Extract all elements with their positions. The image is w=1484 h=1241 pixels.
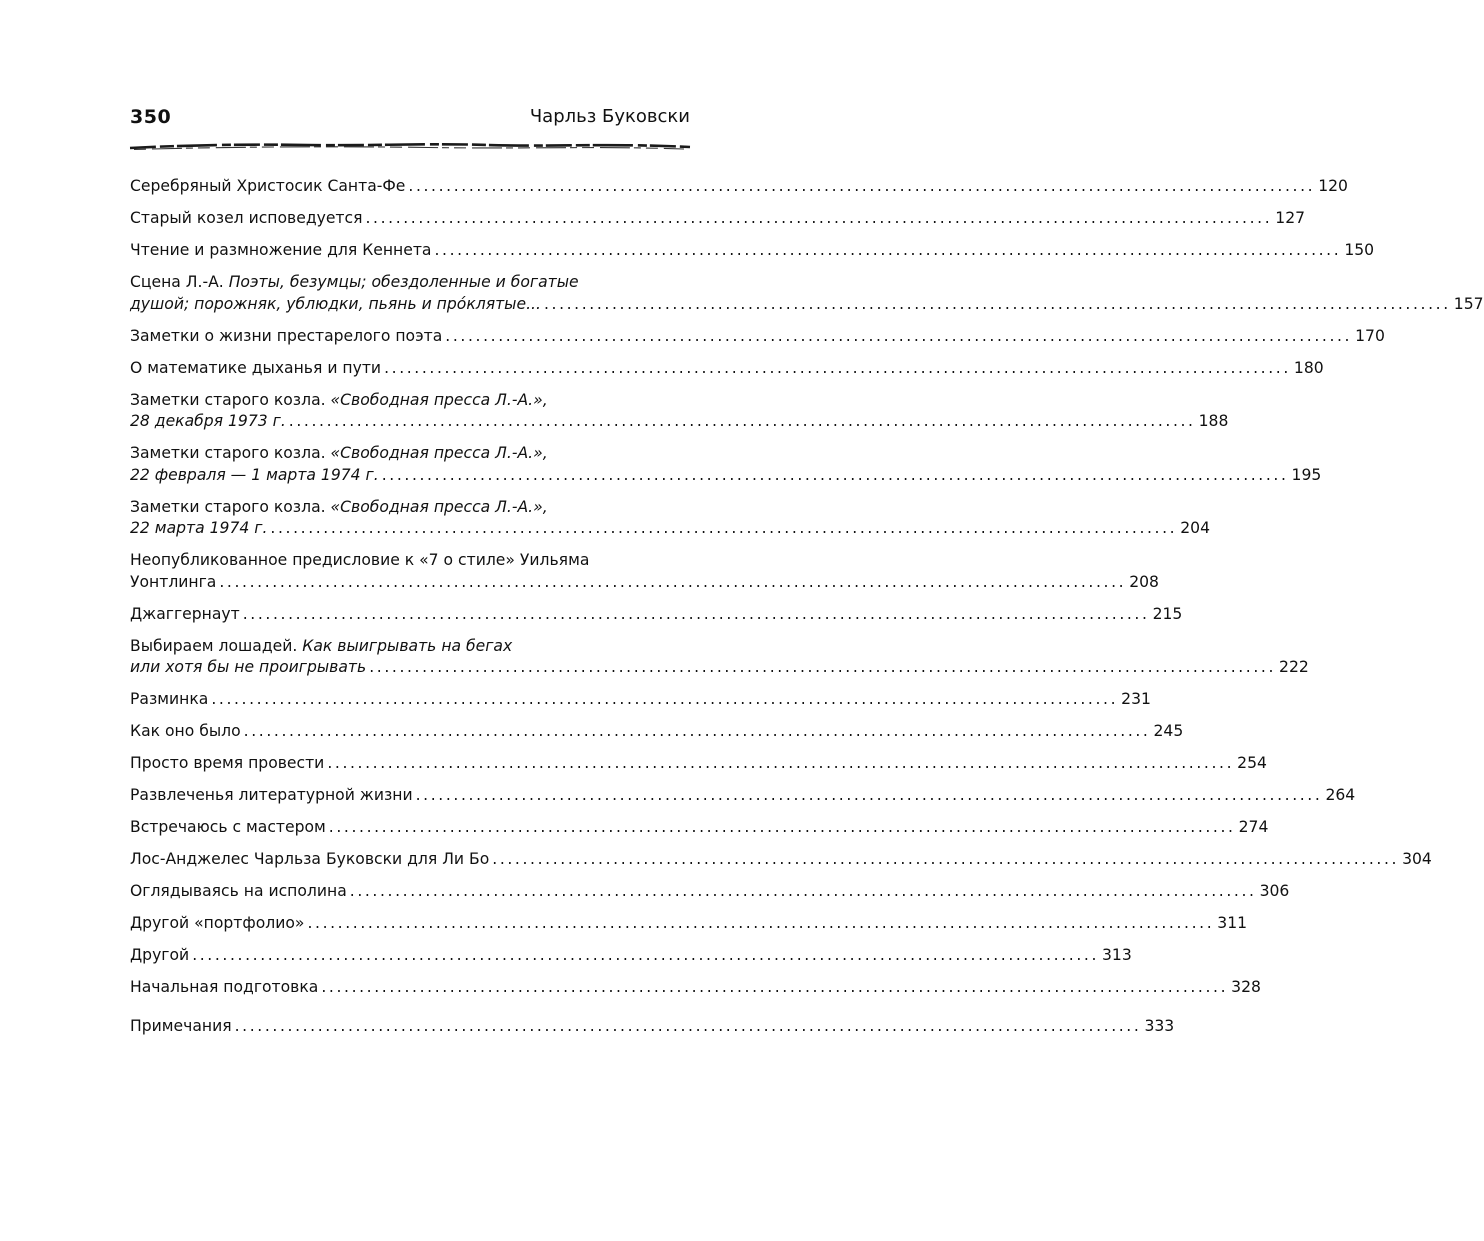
dot-leader: ........................................................................................................................ bbox=[543, 294, 1451, 313]
toc-entry-title bbox=[130, 945, 189, 967]
toc-entry bbox=[130, 817, 1269, 839]
toc-entry-line bbox=[130, 240, 1375, 262]
toc-title-part: Чтение и размножение для Кеннета bbox=[130, 241, 432, 259]
toc-entry bbox=[130, 849, 1432, 871]
toc-title-part: Как оно было bbox=[130, 722, 241, 740]
toc-entry bbox=[130, 753, 1267, 775]
toc-entry bbox=[130, 176, 1348, 198]
toc-entry-title bbox=[130, 518, 267, 540]
toc-title-part: Другой bbox=[130, 946, 190, 964]
toc-page-number: 274 bbox=[1238, 818, 1269, 836]
toc-entry bbox=[130, 1016, 1175, 1038]
toc-entry-title bbox=[130, 390, 548, 412]
toc-title-part: Примечания bbox=[130, 1016, 232, 1035]
toc-page-number: 157 bbox=[1453, 294, 1484, 313]
toc-entry-line bbox=[130, 411, 1229, 433]
toc-entry-line bbox=[130, 390, 690, 412]
toc-title-part: Начальная подготовка bbox=[130, 978, 319, 996]
toc-title-italic-part: Поэты, безумцы; обездоленные и богатые bbox=[228, 273, 579, 291]
toc-entry bbox=[130, 390, 1229, 433]
toc-entry-line bbox=[130, 977, 1261, 999]
dot-leader: ........................................................................................................................ bbox=[415, 786, 1323, 804]
toc-entry-line bbox=[130, 358, 1324, 380]
toc-title-italic-part: «Свободная пресса Л.-А.», bbox=[330, 497, 548, 516]
toc-title-part: Другой «портфолио» bbox=[130, 914, 305, 932]
toc-entry-line bbox=[130, 1016, 1175, 1038]
toc-entry bbox=[130, 358, 1324, 380]
toc-entry-title bbox=[130, 411, 286, 433]
toc-entry-line bbox=[130, 294, 1484, 316]
toc-title-part: Встречаюсь с мастером bbox=[130, 818, 326, 836]
dot-leader: ........................................................................................................................ bbox=[328, 818, 1236, 836]
toc-entry bbox=[130, 326, 1385, 348]
toc-entry-line bbox=[130, 604, 1183, 626]
toc-entry bbox=[130, 240, 1375, 262]
toc-entry-line bbox=[130, 817, 1269, 839]
page-number: 350 bbox=[130, 106, 172, 128]
toc-page-number: 311 bbox=[1217, 914, 1248, 932]
table-of-contents bbox=[130, 176, 1484, 1048]
toc-entry-line bbox=[130, 465, 1322, 487]
toc-entry-title bbox=[130, 550, 589, 572]
toc-entry-line bbox=[130, 272, 690, 294]
toc-page-number: 195 bbox=[1291, 465, 1322, 484]
toc-title-part: Заметки старого козла. bbox=[130, 444, 331, 462]
dot-leader: ........................................................................................................................ bbox=[243, 722, 1151, 740]
toc-title-part: Выбираем лошадей. bbox=[130, 636, 303, 655]
toc-entry-line bbox=[130, 849, 1432, 871]
dot-leader: ........................................................................................................................ bbox=[192, 946, 1100, 964]
toc-entry-title bbox=[130, 272, 579, 294]
toc-entry-title bbox=[130, 1016, 232, 1038]
toc-entry-title bbox=[130, 465, 379, 487]
toc-entry-title bbox=[130, 176, 405, 198]
dot-leader: ........................................................................................................................ bbox=[492, 850, 1400, 868]
toc-entry-line bbox=[130, 326, 1385, 348]
dot-leader: ........................................................................................................................ bbox=[445, 326, 1353, 345]
toc-title-part: Просто время провести bbox=[130, 754, 325, 772]
dot-leader: ........................................................................................................................ bbox=[321, 978, 1229, 996]
dot-leader: ........................................................................................................................ bbox=[307, 914, 1215, 932]
toc-title-italic-part: «Свободная пресса Л.-А.», bbox=[330, 444, 548, 462]
dot-leader: ........................................................................................................................ bbox=[211, 690, 1119, 708]
dot-leader: ........................................................................................................................ bbox=[288, 412, 1196, 430]
toc-page-number: 245 bbox=[1153, 722, 1184, 740]
toc-entry-line bbox=[130, 176, 1348, 198]
toc-title-part: Заметки старого козла. bbox=[130, 497, 331, 516]
toc-entry-line bbox=[130, 913, 1248, 935]
toc-entry bbox=[130, 945, 1132, 967]
toc-title-italic-part: 22 февраля — 1 марта 1974 г. bbox=[130, 465, 379, 484]
toc-page-number: 222 bbox=[1279, 658, 1309, 676]
toc-title-part: Серебряный Христосик Санта-Фе bbox=[130, 177, 406, 195]
toc-page-number: 150 bbox=[1344, 241, 1375, 259]
toc-entry bbox=[130, 689, 1151, 711]
toc-entry-line bbox=[130, 497, 690, 519]
toc-title-part: Уонтлинга bbox=[130, 572, 217, 591]
dot-leader: ........................................................................................................................ bbox=[434, 241, 1342, 259]
toc-entry-line bbox=[130, 753, 1267, 775]
toc-title-italic-part: душой; порожняк, ублюдки, пьянь и про́клятые... bbox=[130, 294, 541, 313]
toc-entry-title bbox=[130, 604, 240, 626]
dot-leader: ........................................................................................................................ bbox=[369, 658, 1277, 676]
toc-entry-title bbox=[130, 977, 318, 999]
toc-entry bbox=[130, 497, 1210, 540]
dot-leader: ........................................................................................................................ bbox=[349, 882, 1257, 900]
toc-entry-line bbox=[130, 636, 690, 658]
toc-title-part: Оглядываясь на исполина bbox=[130, 882, 347, 900]
toc-title-part: Джаггернаут bbox=[130, 604, 240, 623]
toc-page-number: 180 bbox=[1293, 358, 1324, 377]
toc-entry bbox=[130, 272, 1484, 315]
toc-title-part: Заметки старого козла. bbox=[130, 390, 331, 409]
toc-entry bbox=[130, 913, 1248, 935]
toc-entry bbox=[130, 881, 1290, 903]
toc-page-number: 304 bbox=[1402, 850, 1432, 868]
toc-entry-title bbox=[130, 497, 548, 519]
toc-title-part: Старый козел исповедуется bbox=[130, 209, 363, 227]
toc-page-number: 313 bbox=[1102, 946, 1132, 964]
toc-title-italic-part: 28 декабря 1973 г. bbox=[130, 412, 286, 430]
toc-entry-title bbox=[130, 572, 216, 594]
toc-entry-title bbox=[130, 817, 326, 839]
running-title: Чарльз Буковски bbox=[529, 106, 690, 127]
toc-entry-title bbox=[130, 721, 241, 743]
toc-entry bbox=[130, 721, 1184, 743]
toc-page-number: 188 bbox=[1198, 412, 1229, 430]
toc-entry-line bbox=[130, 443, 690, 465]
toc-page-number: 254 bbox=[1237, 754, 1267, 772]
dot-leader: ........................................................................................................................ bbox=[381, 465, 1289, 484]
toc-entry-line bbox=[130, 721, 1184, 743]
toc-entry bbox=[130, 550, 1159, 593]
toc-page-number: 215 bbox=[1152, 604, 1183, 623]
toc-entry-title bbox=[130, 326, 442, 348]
toc-page-number: 127 bbox=[1275, 209, 1306, 227]
toc-entry bbox=[130, 208, 1306, 230]
dot-leader: ........................................................................................................................ bbox=[408, 177, 1316, 195]
toc-page-number: 333 bbox=[1144, 1016, 1175, 1035]
toc-title-italic-part: «Свободная пресса Л.-А.», bbox=[330, 390, 548, 409]
toc-entry-title bbox=[130, 636, 512, 658]
toc-entry-title bbox=[130, 358, 381, 380]
dot-leader: ........................................................................................................................ bbox=[327, 754, 1235, 772]
dot-leader: ........................................................................................................................ bbox=[234, 1016, 1142, 1035]
toc-entry-title bbox=[130, 443, 548, 465]
toc-entry-line bbox=[130, 657, 1309, 679]
toc-entry-line bbox=[130, 689, 1151, 711]
toc-entry-line bbox=[130, 881, 1290, 903]
toc-title-part: Сцена Л.-А. bbox=[130, 273, 229, 291]
toc-title-part: О математике дыханья и пути bbox=[130, 358, 382, 377]
toc-entry-title bbox=[130, 689, 208, 711]
toc-page-number: 120 bbox=[1318, 177, 1348, 195]
toc-entry bbox=[130, 443, 1322, 486]
toc-entry-title bbox=[130, 785, 413, 807]
toc-entry bbox=[130, 977, 1261, 999]
toc-title-part: Развлеченья литературной жизни bbox=[130, 786, 413, 804]
toc-title-italic-part: или хотя бы не проигрывать bbox=[130, 658, 367, 676]
toc-entry-title bbox=[130, 240, 431, 262]
toc-entry-title bbox=[130, 881, 347, 903]
ornamental-rule bbox=[128, 140, 692, 152]
toc-entry-line bbox=[130, 550, 690, 572]
toc-entry-title bbox=[130, 753, 324, 775]
toc-page-number: 170 bbox=[1355, 326, 1385, 345]
toc-entry-title bbox=[130, 849, 489, 871]
toc-entry-line bbox=[130, 208, 1306, 230]
toc-entry-line bbox=[130, 572, 1159, 594]
toc-title-part: Лос-Анджелес Чарльза Буковски для Ли Бо bbox=[130, 850, 490, 868]
toc-entry-line bbox=[130, 518, 1210, 540]
dot-leader: ........................................................................................................................ bbox=[219, 572, 1127, 591]
toc-entry-title bbox=[130, 294, 541, 316]
toc-page-number: 208 bbox=[1129, 572, 1159, 591]
toc-page-number: 306 bbox=[1259, 882, 1290, 900]
toc-page-number: 328 bbox=[1231, 978, 1261, 996]
toc-entry bbox=[130, 604, 1183, 626]
dot-leader: ........................................................................................................................ bbox=[365, 209, 1273, 227]
toc-entry bbox=[130, 636, 1309, 679]
dot-leader: ........................................................................................................................ bbox=[242, 604, 1150, 623]
toc-entry-title bbox=[130, 913, 304, 935]
toc-entry-title bbox=[130, 208, 362, 230]
toc-entry bbox=[130, 785, 1356, 807]
toc-page-number: 264 bbox=[1325, 786, 1356, 804]
toc-title-part: Разминка bbox=[130, 690, 209, 708]
dot-leader: ........................................................................................................................ bbox=[270, 519, 1178, 537]
toc-page-number: 231 bbox=[1121, 690, 1151, 708]
toc-title-italic-part: Как выигрывать на бегах bbox=[302, 636, 513, 655]
dot-leader: ........................................................................................................................ bbox=[384, 358, 1291, 377]
toc-title-part: Заметки о жизни престарелого поэта bbox=[130, 326, 443, 345]
toc-page-number: 204 bbox=[1180, 519, 1210, 537]
toc-title-italic-part: 22 марта 1974 г. bbox=[130, 519, 268, 537]
toc-entry-line bbox=[130, 785, 1356, 807]
toc-entry-line bbox=[130, 945, 1132, 967]
toc-entry-title bbox=[130, 657, 366, 679]
toc-title-part: Неопубликованное предисловие к «7 о стиле» Уильяма bbox=[130, 551, 590, 569]
